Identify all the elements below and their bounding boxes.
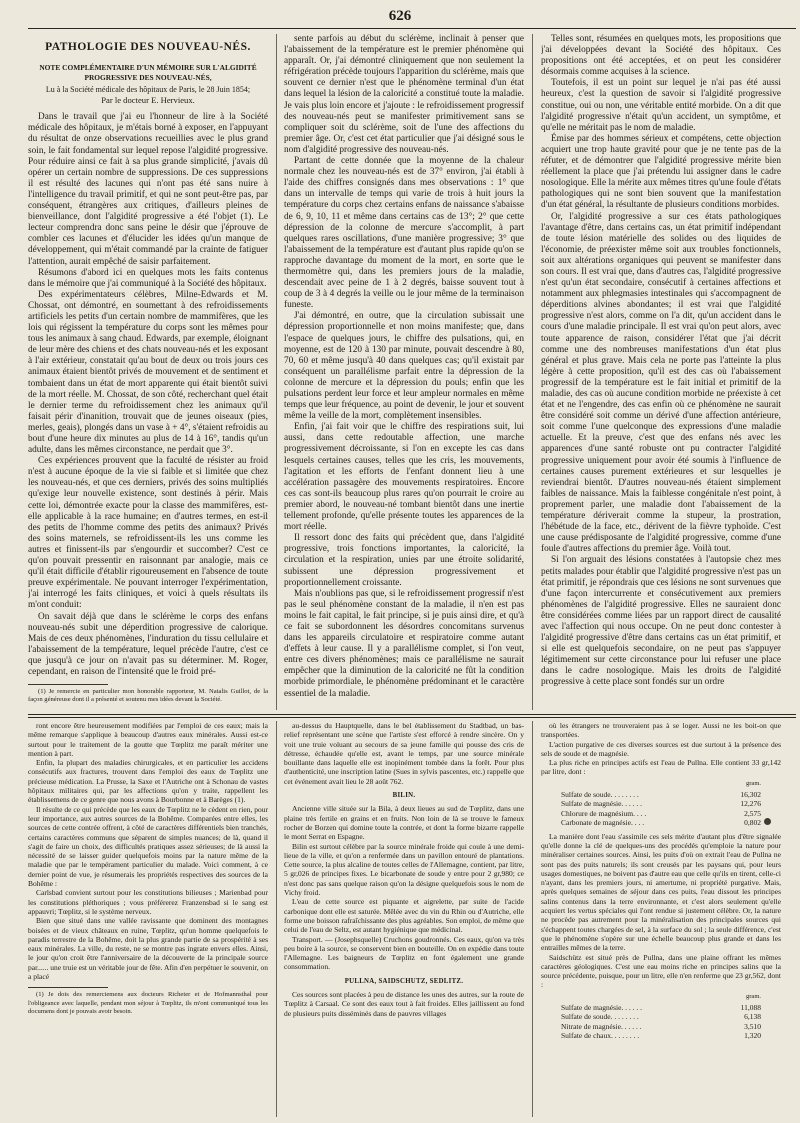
lower-column-2-body-b [284, 804, 524, 971]
paragraph: Bilin est surtout célèbre par la source minérale froide qui coule à une demi-lieue de la ville, et qu'on a renfermée dans un pavillon entouré de plantations. Cette source, la plus alcaline de toutes celles de l'Allemagne, contient, par litre, 5 gr,026 de principes fixes. Le bicarbonate de soude y entre pour 2 gr,980; ce n'est donc pas sans quelque raison qu'on la désigne quelquefois sous le nom de Vichy froid. [284, 841, 524, 898]
footnote-1: (1) Je remercie en particulier mon honorable rapporteur, M. Natalis Guillot, de la façon généreuse dont il a présenté et soutenu mes idées devant la Société. [28, 688, 268, 704]
paragraph: Transport. — (Josephsquelle) Cruchons goudronnés. Ces eaux, qu'on va très peu boire à la source, se conservent bien en bouteille. On en expédie dans toute l'Allemagne. Les baigneurs de Tœplitz en font également une grande consommation. [284, 934, 524, 972]
substance-name: Nitrate de magnésie. . . . . . [561, 1021, 642, 1031]
footnote-lower: (1) Je dois des remerciemens aux docteurs Richeter et de Hofmannsthal pour l'obligeance avec laquelle, pendant mon séjour à Tœplitz, ils m'ont communiqué tous les documens dont je pouvais avoir besoin. [28, 991, 268, 1016]
substance-value: 2,575 [744, 808, 761, 818]
paragraph: au-dessus du Hauptquelle, dans le bel établissement du Stadtbad, un bas-relief représentant une scène que l'artiste s'est efforcé à rendre sincère. On y voit une truie voluant au secours de sa jeune famille qui pousse des cris de détresse, échaudée qu'elle est, avant le temps, par une source minérale bouillante dans laquelle elle est inopinément tombée dans la forêt. Pour plus d'authenticité, une inscription latine (Sues in sylvis pascentes, etc.) rappelle que cet événement avait lieu le 28 août 762. [284, 721, 524, 786]
paragraph: Résumons d'abord ici en quelques mots les faits contenus dans le mémoire que j'ai communiqué à la Société des hôpitaux. [28, 267, 268, 289]
substance-value: 16,302 [740, 790, 761, 800]
paragraph: La manière dont l'eau s'assimile ces sels mérite d'autant plus d'être signalée qu'elle donne la clé de quelques-uns des procédés qu'emploie la nature pour minéraliser certaines sources. Ainsi, les puits d'où on extrait l'eau de Pullna ne sont pas des puits naturels; ils sont creusés par les paysans qui, pour leurs usages domestiques, ne boivent pas d'autre eau que celle qu'ils en tirent, celle-ci n'ayant, dans les premiers jours, ni amertume, ni propriété purgative. Mais, après quelques semaines de séjour dans ces puits, l'eau dissout les principes salins contenus dans la terre environnante, et c'est alors seulement qu'elle acquiert les vertus spéciales qui l'ont rendue si justement célèbre. Or, la nature ne procède pas autrement pour la minéralisation des principales sources qui s'échappent toutes chargées de sel, à la surface du sol ; la seule différence, c'est que le phénomène s'opère sur une échelle beaucoup plus grande et dans les entrailles mêmes de la terre. [541, 831, 781, 953]
paragraph: Toutefois, il est un point sur lequel je n'ai pas été aussi heureux, c'est la question de savoir si l'algidité progressive constitue, oui ou non, une véritable entité morbide. On a dit que l'algidité progressive n'était qu'un accident, un symptôme, et qu'elle ne méritait pas le nom de maladie. [541, 78, 781, 133]
substance-name: Chlorure de magnésium. . . . [561, 808, 647, 818]
paragraph: sente parfois au début du sclérème, inclinait à penser que l'abaissement de la température est le premier phénomène qui apparaît. Or, j'ai démontré cliniquement que non seulement la réfrigération précède toujours l'apparition du sclérème, mais que souvent ce dernier n'est que le phénomène terminal d'un état dans lequel la lésion de la caloricité a constitué toute la maladie. Je vais plus loin encore et j'ajoute : le refroidissement progressif des nouveau-nés peut se manifester primitivement sans se compliquer soit du sclérème, soit de l'une des affections du premier âge. Or, c'est cet état particulier que j'ai désigné sous le nom d'algidité progressive des nouveau-nés. [284, 34, 524, 155]
article-subtitle: NOTE COMPLÉMENTAIRE D'UN MÉMOIRE SUR L'ALGIDITÉ PROGRESSIVE DES NOUVEAU-NÉS, [39, 63, 257, 82]
ink-stain [764, 818, 771, 825]
paragraph: Enfin, la plupart des maladies chirurgicales, et en particulier les accidens consécutifs aux fractures, trouvent dans l'emploi des eaux de Tœplitz une précieuse médication. La Prusse, la Saxe et l'Autriche ont à Schonau de vastes hôpitaux militaires qui, par les affections qu'on y traite, rappellent les établissemens de ce genre que nous avons à Bourbonne et à Barèges (1). [28, 758, 268, 805]
paragraph: Il ressort donc des faits qui précèdent que, dans l'algidité progressive, trois fonctions importantes, la caloricité, la circulation et la respiration, unies par une étroite solidarité, subissent une dépression progressivement et proportionnellement croissante. [284, 533, 524, 588]
paragraph: Ancienne ville située sur la Bila, à deux lieues au sud de Tœplitz, dans une plaine très fertile en grains et en fruits. Non loin de là se trouve le fameux rocher de Borzen qui domine toute la contrée, et dont la forme bizarre rappelle le mont Serrat en Espagne. [284, 804, 524, 842]
paragraph: Ces expériences prouvent que la faculté de résister au froid n'est à aucune époque de la vie si faible et si limitée que chez les nouveau-nés, et que ces derniers, privés des soins multipliés qu'exige leur nouvelle existence, sont destinés à périr. Mais cette loi, démontrée exacte pour la classe des mammifères, est-elle applicable à la race humaine; en d'autres termes, en est-il des petits de l'homme comme des petits des animaux? Privés des soins maternels, se refroidissent-ils les uns comme les autres et finissent-ils par s'engourdir et succomber? C'est ce qu'on pouvait pressentir en raisonnant par analogie, mais ce qu'il était difficile d'établir rigoureusement en l'absence de toute preuve expérimentale. Ne pouvant interroger l'expérimentation, j'ai interrogé les faits cliniques, et voici à quels résultats ils m'ont conduit: [28, 456, 268, 611]
paragraph: Émise par des hommes sérieux et compétens, cette objection acquiert une trop haute gravité pour que je ne tente pas de la réfuter, et de démontrer que l'algidité progressive mérite bien réellement la place que j'ai prétendu lui assigner dans le cadre nosologique. Elle la mérite aux mêmes titres qu'une foule d'états pathologiques qui ne sont bien souvent que la manifestation d'un état général, la résultante de plusieurs conditions morbides. [541, 133, 781, 211]
unit-label: gram. [746, 992, 761, 1000]
paragraph: Telles sont, résumées en quelques mots, les propositions que j'ai développées devant la Société des hôpitaux. Ces propositions ont été acceptées, et on peut les considérer désormais comme acquises à la science. [541, 34, 781, 78]
lower-column-1-body [28, 721, 268, 981]
substance-value: 6,138 [744, 1012, 761, 1022]
lower-column-1 [28, 721, 268, 1117]
composition-row [561, 790, 761, 799]
subheading-pullna: PULLNA, SAIDSCHUTZ, SEDLITZ. [344, 977, 464, 985]
column-divider [276, 721, 277, 1117]
read-at-line: Lu à la Société médicale des hôpitaux de Paris, le 28 Juin 1854; [45, 85, 251, 95]
lower-column-2-body-c [284, 990, 524, 1018]
paragraph: L'eau de cette source est piquante et aigrelette, par suite de l'acide carbonique dont elle est saturée. Mêlée avec du vin du Rhin ou d'Autriche, elle forme une boisson rafraîchissante des plus agréables. Son emploi, de même que celui de l'eau de Seltz, est autant hygiénique que médicinal. [284, 897, 524, 935]
substance-name: Sulfate de magnésie. . . . . . [561, 799, 643, 809]
paragraph: Il résulte de ce qui précède que les eaux de Tœplitz ne le cèdent en rien, pour leur importance, aux autres sources de la Bohême. Comparées entre elles, les sources de cette contrée offrent, à côté de caractères différentiels bien tranchés, certains caractères communs que séparent de simples nuances; de là, quand il s'agit de faire un choix, des difficultés pratiques assez sérieuses; de là aussi la nécessité de se laisser guider quelquefois moins par la nature même de la maladie que par le tempérament particulier du malade. Voici comment, à ce dernier point de vue, je résumerais les propriétés respectives des sources de la Bohême : [28, 804, 268, 889]
paragraph: J'ai démontré, en outre, que la circulation subissait une dépression proportionnelle et non moins manifeste; que, dans l'espace de quelques jours, le chiffre des pulsations, qui, en moyenne, est de 120 à 130 par minute, pouvait descendre à 80, 70, 60 et même jusqu'à 40 dans quelques cas; qu'il existait par conséquent un parallélisme parfait entre la dépression de la colonne de mercure et la dépression du pouls; enfin que les pulsations perdent leur force et leur ampleur normales en même temps que leur fréquence, au point de devenir, le jour et souvent même la veille de la mort, complètement insensibles. [284, 311, 524, 422]
paragraph: Ces sources sont placées à peu de distance les unes des autres, sur la route de Tœplitz à Carsaal. Ce sont des eaux tout à fait froides. Elles jaillissent au fond de plusieurs puits disséminés dans de pauvres villages [284, 990, 524, 1018]
paragraph: ront encore être heureusement modifiées par l'emploi de ces eaux; mais la même remarque s'applique à beaucoup d'autres eaux minérales. Aussi est-ce surtout pour le traitement de la goutte que Tœplitz me paraît mériter une mention à part. [28, 721, 268, 758]
substance-name: Carbonate de magnésie. . . . [561, 818, 645, 828]
column-1-body [28, 112, 268, 678]
header-rule [28, 28, 796, 29]
composition-row [561, 809, 761, 818]
author-line: Par le docteur E. Hervieux. [101, 95, 195, 106]
paragraph: L'action purgative de ces diverses sources est due surtout à la présence des sels de soude et de magnésie. [541, 739, 781, 758]
paragraph: où les étrangers ne trouveraient pas à se loger. Aussi ne les boit-on que transportées. [541, 721, 781, 740]
column-divider [532, 721, 533, 1117]
substance-name: Sulfate de soude. . . . . . . . [561, 1012, 639, 1022]
lower-column-3-body-b [541, 832, 781, 990]
composition-row [561, 818, 761, 827]
subheading-bilin: BILIN. [392, 792, 416, 800]
footnote-rule [28, 684, 108, 685]
substance-value: 3,510 [744, 1021, 761, 1031]
paragraph: Si l'on arguait des lésions constatées à l'autopsie chez mes petits malades pour établir que l'algidité progressive n'est pas un état primitif, je répondrais que ces lésions ne sont survenues que d'une façon intercurrente et consécutivement aux premiers phénomènes de l'algidité progressive. Elles ne sauraient donc être considérées comme liées par un rapport direct de causalité avec l'affection qui nous occupe. On ne peut donc contester à l'algidité progressive d'être dans certains cas un état primitif, et si elle est quelquefois secondaire, on ne peut pas s'appuyer légitimement sur cette circonstance pour lui refuser une place dans le cadre nosologique. Mais les droits de l'algidité progressive à cette place sont fondés sur un ordre [541, 555, 781, 688]
upper-column-2 [284, 34, 524, 712]
substance-value: 11,088 [740, 1003, 761, 1013]
composition-row [561, 799, 761, 808]
composition-row [561, 1022, 761, 1031]
composition-row [561, 1003, 761, 1012]
lower-column-3-body-a [541, 721, 781, 777]
composition-row [561, 1031, 761, 1040]
column-2-body [284, 34, 524, 700]
lower-column-2-body-a [284, 721, 524, 786]
composition-row [561, 1012, 761, 1021]
paragraph: Enfin, j'ai fait voir que le chiffre des respirations suit, lui aussi, dans cette redoutable affection, une marche progressivement décroissante, si l'on en excepte les cas dans lesquels certaines causes, telles que les cris, les mouvements, l'agitation et les efforts de l'enfant donnent lieu à une accélération passagère des mouvements respiratoires. Encore ces cas sont-ils beaucoup plus rares qu'on pourrait le croire au premier abord, le nouveau-né tombant bientôt dans une inertie tellement profonde, qu'elle présente toutes les apparences de la mort réelle. [284, 422, 524, 533]
column-3-body [541, 34, 781, 689]
section-title: PATHOLOGIE DES NOUVEAU-NÉS. [45, 41, 251, 53]
paragraph: Dans le travail que j'ai eu l'honneur de lire à la Société médicale des hôpitaux, je m'étais borné à exposer, en l'appuyant du résultat de onze observations recueillies avec le plus grand soin, le fait fondamental sur lequel repose l'algidité progressive. Pour réduire ainsi ce fait à sa plus grande simplicité, j'avais dû opérer un certain nombre de suppressions. De ces suppressions il est résulté des lacunes qui n'ont pas été sans nuire à l'intelligence du travail primitif, et qui ne sont peut-être pas, par conséquent, étrangères aux critiques, d'ailleurs pleines de bienveillance, dont l'algidité progressive a été l'objet (1). Le lecteur comprendra donc sans peine le désir que j'éprouve de combler ces lacunes et d'élucider les idées qu'un manque de développement, qui m'était commandé par la crainte de fatiguer l'attention, aurait empêché de saisir parfaitement. [28, 112, 268, 267]
paragraph: Mais n'oublions pas que, si le refroidissement progressif n'est pas le seul phénomène constant de la maladie, il n'en est pas moins le fait capital, le fait principe, si je puis ainsi dire, et qu'à ce fait se subordonnent les désordres concomitans survenus dans les appareils circulatoire et respiratoire comme autant d'effets à leur cause. Il y a parallélisme complet, si l'on veut, entre ces divers phénomènes; mais ce parallélisme ne saurait empêcher que la diminution de la caloricité ne fût la condition morbide primordiale, le phénomène prédominant et le caractère essentiel de la maladie. [284, 588, 524, 699]
column-divider [276, 34, 277, 710]
paragraph: Or, l'algidité progressive a sur ces états pathologiques l'avantage d'être, dans certains cas, un état primitif indépendant de toute lésion matérielle des solides ou des liquides de l'économie, de préexister même soit aux troubles fonctionnels, soit aux altérations organiques qui peuvent se manifester dans son cours. Il est vrai que, dans d'autres cas, l'algidité progressive n'est qu'un état secondaire, consécutif à certaines affections et notamment aux phlegmasies intestinales qui s'accompagnent de déperditions alvines abondantes; il est vrai que l'algidité progressive n'est alors, comme on l'a dit, qu'un accident dans le cours d'une maladie principale. Il est vrai qu'on peut alors, avec toute apparence de raison, considérer l'état que j'ai décrit comme une des nombreuses manifestations d'un état plus général et plus grave. Mais cela ne porte pas l'atteinte la plus légère à cette proposition, qu'il est des cas où l'abaissement progressif de la température est le fait initial et primitif de la maladie, des cas où aucune condition morbide ne préexiste à cet état et ne l'engendre, des cas enfin où ce phénomène ne saurait être considéré soit comme un dérivé d'une affection antérieure, soit comme l'une quelconque des expressions d'une maladie actuelle. Et la preuve, c'est que des enfans nés avec les apparences d'une santé robuste ont pu contracter l'algidité progressive uniquement pour avoir été soumis à l'influence de certaines causes purement extérieures et sur lesquelles je reviendrai bientôt. D'autres nouveau-nés étaient simplement faibles de naissance. Mais la faiblesse congénitale n'est point, à proprement parler, une maladie dont l'abaissement de la température dériverait comme la stupeur, la prostration, l'hébétude de la face, etc., dérivent de la fièvre typhoïde. C'est une cause prédisposante de l'algidité progressive, comme d'une foule d'autres affections du premier âge. Voilà tout. [541, 211, 781, 555]
paragraph: Carlsbad convient surtout pour les constitutions bilieuses ; Marienbad pour les constitutions pléthoriques ; vous préférerez Franzensbad si le sang est appauvri; Tœplitz, si le système nerveux. [28, 888, 268, 916]
substance-value: 0,802 [744, 818, 761, 828]
footnote-rule [28, 987, 108, 988]
upper-column-3 [541, 34, 781, 712]
paragraph: On savait déjà que dans le sclérème le corps des enfans nouveau-nés subit une déperdition progressive de calorique. Mais de ces deux phénomènes, l'induration du tissu cellulaire et l'abaissement de la température, lequel précède l'autre, c'est ce que jusqu'à ce jour on n'avait pas su déterminer. M. Roger, cependant, en raison de l'intensité que le froid pré- [28, 611, 268, 677]
section-separator-rule [28, 714, 796, 718]
composition-table-saidschutz [561, 1003, 761, 1041]
substance-name: Sulfate de magnésie. . . . . . [561, 1003, 643, 1013]
composition-table-pullna [561, 790, 761, 828]
paragraph: Bien que situé dans une vallée ravissante que dominent des montagnes boisées et de vieux châteaux en ruine, Tœplitz, qu'un homme quelquefois le paradis terrestre de la Bohême, doit la plus grande partie de sa prospérité à ses eaux minérales. La ville, du reste, ne se montre pas ingrate envers elles. Ainsi, le jour qu'on croit être l'anniversaire de la découverte de la principale source par...... une truie est un véritable jour de fête. Afin d'en perpétuer le souvenir, on a placé [28, 916, 268, 982]
lower-column-3 [541, 721, 781, 1117]
substance-name: Sulfate de soude. . . . . . . . [561, 790, 639, 800]
column-divider [532, 34, 533, 710]
paragraph: Saidschütz est situé près de Pullna, dans une plaine offrant les mêmes caractères géologiques. C'est une eau moins riche en principes salins que la source précédente, puisque, pour un litre, elle n'en renferme que 23 gr,562, dont : [541, 952, 781, 990]
substance-name: Sulfate de chaux. . . . . . . . [561, 1031, 640, 1041]
lower-column-2 [284, 721, 524, 1117]
substance-value: 12,276 [740, 799, 761, 809]
paragraph: Des expérimentateurs célèbres, Milne-Edwards et M. Chossat, ont démontré, en soumettant à des refroidissements artificiels les petits d'un certain nombre de mammifères, que les lois qui régissent la température du corps sont les mêmes pour tous les animaux à sang chaud. Edwards, par exemple, éloignant de leur mère des chiens et des chats nouveau-nés et les exposant à l'air extérieur, constatait qu'au bout de deux ou trois jours ces animaux étaient bientôt privés de mouvement et de sentiment et tombaient dans un état de mort apparente qui était bientôt suivi de la mort réelle. M. Chossat, de son côté, recherchant quel était le dernier terme du refroidissement chez les animaux qu'il faisait périr d'inanition, trouvait que de jeunes oiseaux (pies, merles, geais), plongés dans un vase à + 4°, s'étaient refroidis au bout d'une heure dix minutes au plus de 14 à 16°, tandis qu'un adulte, dans les mêmes circonstance, ne perdait que 3°. [28, 289, 268, 456]
substance-value: 1,320 [744, 1031, 761, 1041]
page-number: 626 [388, 8, 412, 24]
paragraph: Partant de cette donnée que la moyenne de la chaleur normale chez les nouveau-nés est de 37° environ, j'ai établi à l'aide des chiffres consignés dans mes observations : 1° que dans un intervalle de temps qui varie de trois à huit jours la température du corps chez certains enfans de naissance s'abaisse de 6, 9, 10, 11 et même dans certains cas de 13°; 2° que cette dépression de la colonne de mercure s'accomplit, à part quelques rares oscillations, d'une manière progressive; 3° que l'abaissement de la température est d'autant plus rapide qu'on se rapproche davantage du moment de la mort, en sorte que le thermomètre qui, dans les premiers jours de la maladie, descendait avec peine de 1 à 2 degrés, baisse souvent tout à coup de 3 à 4 degrés la veille ou le jour même de la terminaison funeste. [284, 156, 524, 311]
unit-label: gram. [746, 779, 761, 787]
paragraph: La plus riche en principes actifs est l'eau de Pullna. Elle contient 33 gr,142 par litre, dont : [541, 758, 781, 777]
upper-column-1 [28, 34, 268, 712]
